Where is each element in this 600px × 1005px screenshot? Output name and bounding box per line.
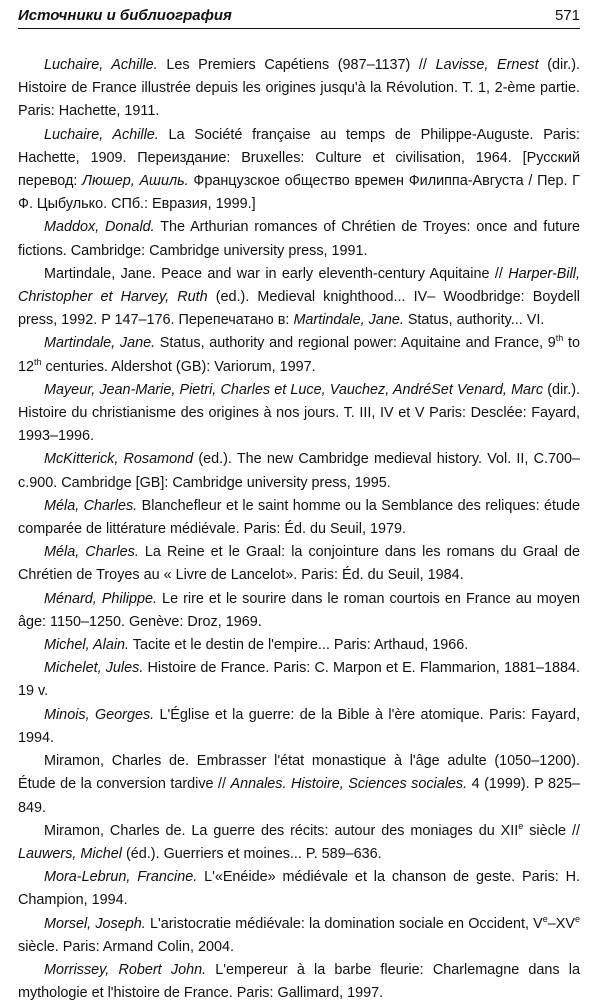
header-rule xyxy=(18,28,580,29)
bibliography-entry xyxy=(18,124,580,217)
entry-text: (éd.). Guerriers et moines... P. 589–636. xyxy=(121,845,382,862)
bibliography-entry xyxy=(18,263,580,333)
entry-text: (ed.). Medieval knighthood... IV– Woodbridge: Boydell press, 1992. P 147–176. Перепечатано в: xyxy=(18,289,580,329)
entry-text: siècle. Paris: Armand Colin, 2004. xyxy=(18,938,234,955)
entry-author: Martindale, Jane. xyxy=(44,335,156,352)
bibliography-entry xyxy=(18,54,580,124)
bibliography-entry xyxy=(18,634,580,657)
entry-author: Luchaire, Achille. xyxy=(44,57,158,73)
bibliography-entry xyxy=(18,216,580,262)
entry-text: L'aristocratie médiévale: la domination sociale en Occident, V xyxy=(145,915,543,932)
page-number: 571 xyxy=(554,7,580,24)
bibliography-entry xyxy=(18,657,580,703)
entry-text: Les Premiers Capétiens (987–1137) // xyxy=(157,57,436,73)
entry-text: Blanchefleur et le saint homme ou la Semblance des reliques: étude comparée de littérature médiévale. Paris: Éd. du Seuil, 1979. xyxy=(18,497,581,538)
entry-text: La Société française au temps de Philippe-Auguste. Paris: Hachette, 1909. Переиздание: Bruxelles: Culture et civilisation, 1964. [Русский перевод: xyxy=(18,126,580,190)
entry-text: 4 (1999). P 825–849. xyxy=(18,776,580,816)
entry-text: Martindale, Jane. Peace and war in early eleventh-century Aquitaine // xyxy=(44,265,509,282)
entry-author: Michel, Alain. xyxy=(44,637,130,654)
entry-text: –XV xyxy=(547,915,575,932)
entry-text: centuries. Aldershot (GB): Variorum, 1997. xyxy=(41,358,316,375)
bibliography-entry xyxy=(18,704,580,750)
bibliography-entry xyxy=(18,379,580,449)
bibliography-entry xyxy=(18,448,580,494)
entry-author: Ménard, Philippe. xyxy=(44,590,158,607)
bibliography-entry xyxy=(18,495,580,541)
entry-text: (ed.). The new Cambridge medieval history. Vol. II, C.700–c.900. Cambridge [GB]: Cambridge university press, 1995. xyxy=(18,451,580,491)
entry-text: L'«Enéide» médiévale et la chanson de geste. Paris: H. Champion, 1994. xyxy=(18,869,581,909)
bibliography-entry xyxy=(18,588,580,634)
bibliography-entry xyxy=(18,959,580,1005)
entry-text: Miramon, Charles de. Embrasser l'état monastique à l'âge adulte (1050–1200). Étude de la conversion tardive // xyxy=(18,753,580,793)
entry-italic: Lauwers, Michel xyxy=(18,845,122,862)
entry-text: The Arthurian romances of Chrétien de Troyes: once and future fictions. Cambridge: Cambridge university press, 1991. xyxy=(18,219,580,259)
bibliography-entry xyxy=(18,541,580,587)
entry-text: Miramon, Charles de. La guerre des récits: autour des moniages du XII xyxy=(44,822,519,839)
entry-text: to 12 xyxy=(18,335,580,375)
bibliography-entry xyxy=(18,332,580,378)
entry-italic: Lavisse, Ernest xyxy=(435,57,539,73)
entry-text: L'Église et la guerre: de la Bible à l'ère atomique. Paris: Fayard, 1994. xyxy=(18,706,580,746)
ordinal-superscript: th xyxy=(555,333,564,344)
bibliography-entry xyxy=(18,750,580,820)
bibliography-list xyxy=(18,54,580,1005)
entry-author: Morsel, Joseph. xyxy=(44,915,146,932)
entry-text: Tacite et le destin de l'empire... Paris: Arthaud, 1966. xyxy=(129,637,469,654)
entry-italic: Harper-Bill, Christopher et Harvey, Ruth xyxy=(18,265,580,306)
entry-text: Status, authority... VI. xyxy=(403,312,545,329)
entry-author: Mayeur, Jean-Marie, Pietri, Charles et Luce, Vauchez, AndréSet Venard, Marc xyxy=(44,381,544,398)
entry-author: Maddox, Donald. xyxy=(44,219,155,236)
entry-text: L'empereur à la barbe fleurie: Charlemagne dans la mythologie et l'histoire de France. Paris: Gallimard, 1997. xyxy=(18,961,581,1002)
entry-author: Michelet, Jules. xyxy=(44,660,144,677)
bibliography-entry xyxy=(18,913,580,959)
entry-text: siècle // xyxy=(523,822,580,839)
ordinal-superscript: e xyxy=(574,913,580,924)
entry-italic: Люшер, Ашиль. xyxy=(82,173,189,190)
ordinal-superscript: e xyxy=(518,820,524,831)
entry-author: Méla, Charles. xyxy=(44,497,138,514)
entry-author: McKitterick, Rosamond xyxy=(44,451,194,468)
entry-italic: Annales. Histoire, Sciences sociales. xyxy=(230,776,468,793)
entry-text: Histoire de France. Paris: C. Marpon et E. Flammarion, 1881–1884. 19 v. xyxy=(18,660,580,700)
entry-text: (dir.). Histoire de France illustrée depuis les origines jusqu'à la Révolution. T. 1, 2-ème partie. Paris: Hachette, 1911. xyxy=(18,57,580,120)
entry-text: Французское общество времен Филиппа-Августа / Пер. Г Ф. Цыбулько. СПб.: Евразия, 1999.] xyxy=(18,173,580,213)
ordinal-superscript: th xyxy=(34,356,42,367)
entry-author: Morrissey, Robert John. xyxy=(44,961,207,978)
entry-text: La Reine et le Graal: la conjointure dans les romans du Graal de Chrétien de Troyes au « Livre de Lancelot». Paris: Éd. du Seuil, 1984. xyxy=(18,544,580,584)
entry-text: (dir.). Histoire du christianisme des origines à nos jours. T. III, IV et V Paris: Desclée: Fayard, 1993–1996. xyxy=(18,381,580,445)
running-header xyxy=(18,0,580,22)
entry-italic: Martindale, Jane. xyxy=(293,312,404,329)
entry-author: Luchaire, Achille. xyxy=(44,126,159,143)
running-title: Источники и библиография xyxy=(18,7,232,24)
entry-text: Status, authority and regional power: Aquitaine and France, 9 xyxy=(155,335,556,352)
bibliography-entry xyxy=(18,820,580,866)
entry-text: Le rire et le sourire dans le roman courtois en France au moyen âge: 1150–1250. Genève: Droz, 1969. xyxy=(18,590,580,630)
ordinal-superscript: e xyxy=(542,913,548,924)
entry-author: Mora-Lebrun, Francine. xyxy=(44,869,198,886)
entry-author: Minois, Georges. xyxy=(44,706,155,723)
bibliography-entry xyxy=(18,866,580,912)
entry-author: Méla, Charles. xyxy=(44,544,139,561)
